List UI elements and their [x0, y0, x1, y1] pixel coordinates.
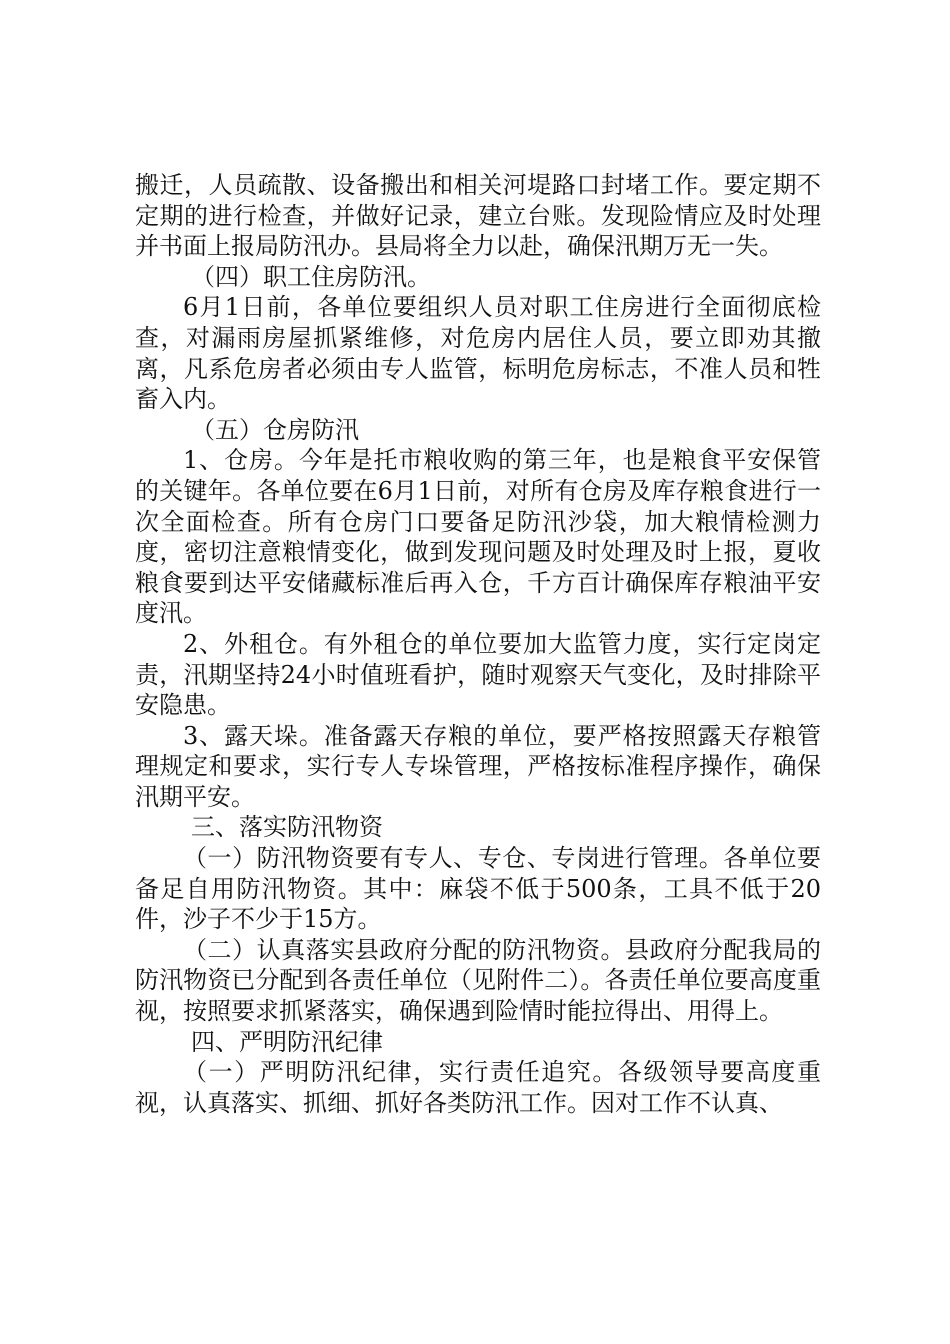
paragraph-rented-warehouse: 2、外租仓。有外租仓的单位要加大监管力度，实行定岗定责，汛期坚持24小时值班看护，随时观察天气变化，及时排除平安隐患。 — [135, 629, 821, 720]
section-heading-materials: 三、落实防汛物资 — [191, 813, 383, 842]
section-heading-discipline: 四、严明防汛纪律 — [191, 1027, 383, 1056]
paragraph-housing: 6月1日前，各单位要组织人员对职工住房进行全面彻底检查，对漏雨房屋抓紧维修，对危房内居住人员，要立即劝其撤离，凡系危房者必须由专人监管，标明危房标志，不准人员和牲畜入内。 — [135, 293, 821, 414]
section-heading-warehouse: （五）仓房防汛 — [191, 415, 359, 444]
paragraph-discipline: （一）严明防汛纪律，实行责任追究。各级领导要高度重视，认真落实、抓细、抓好各类防汛工作。因对工作不认真、 — [135, 1058, 821, 1117]
paragraph-continuation: 搬迁，人员疏散、设备搬出和相关河堤路口封堵工作。要定期不定期的进行检查，并做好记录，建立台账。发现险情应及时处理并书面上报局防汛办。县局将全力以赴，确保汛期万无一失。 — [135, 171, 821, 261]
paragraph-open-air-stack: 3、露天垛。准备露天存粮的单位，要严格按照露天存粮管理规定和要求，实行专人专垛管理，严格按标准程序操作，确保汛期平安。 — [135, 721, 821, 811]
paragraph-warehouse: 1、仓房。今年是托市粮收购的第三年，也是粮食平安保管的关键年。各单位要在6月1日前，对所有仓房及库存粮食进行一次全面检查。所有仓房门口要备足防汛沙袋，加大粮情检测力度，密切注意粮情变化，做到发现问题及时处理及时上报，夏收粮食要到达平安储藏标准后再入仓，千方百计确保库存粮油平安度汛。 — [135, 446, 821, 628]
section-heading-housing: （四）职工住房防汛。 — [191, 262, 431, 291]
document-body — [135, 170, 821, 1118]
paragraph-government-materials: （二）认真落实县政府分配的防汛物资。县政府分配我局的防汛物资已分配到各责任单位（见附件二）。各责任单位要高度重视，按照要求抓紧落实，确保遇到险情时能拉得出、用得上。 — [135, 935, 821, 1026]
paragraph-materials-management: （一）防汛物资要有专人、专仓、专岗进行管理。各单位要备足自用防汛物资。其中：麻袋不低于500条，工具不低于20件，沙子不少于15方。 — [135, 844, 821, 934]
